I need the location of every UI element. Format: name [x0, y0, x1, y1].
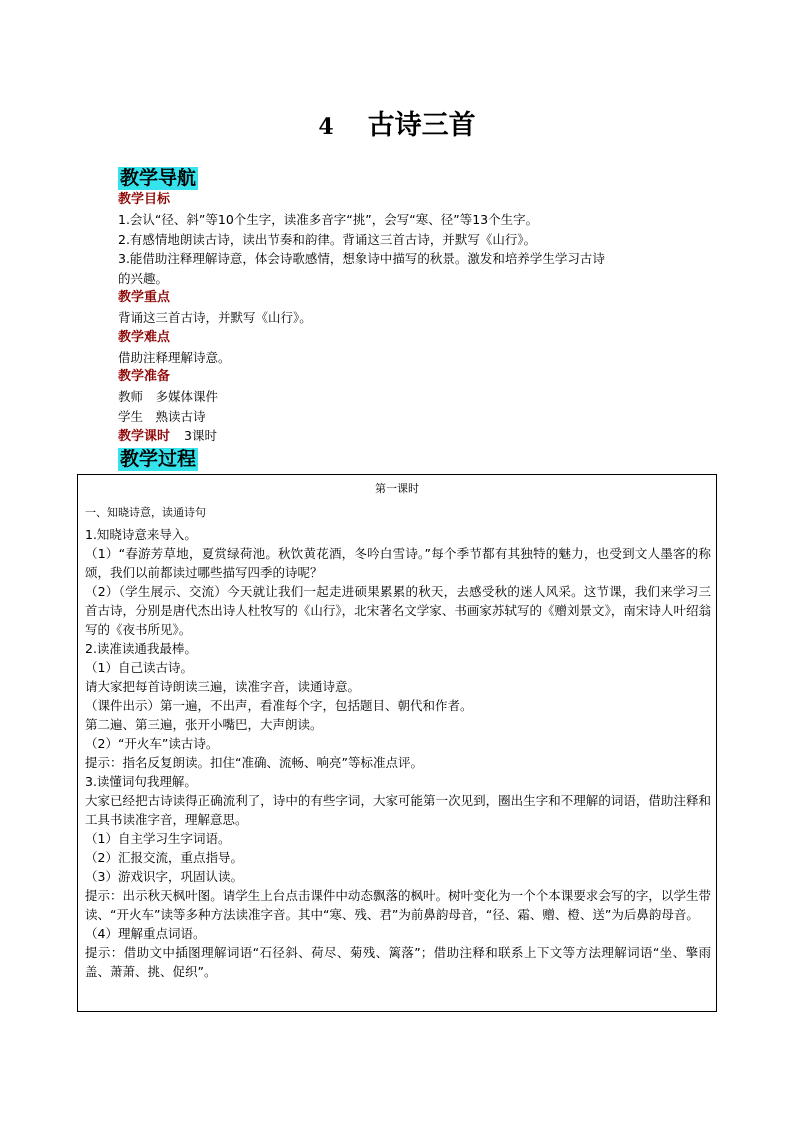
lesson-box-title: 第一课时: [375, 482, 419, 495]
paragraph: 第二遍、第三遍，张开小嘴巴，大声朗读。: [85, 717, 323, 732]
key-label: 教学重点: [118, 290, 171, 305]
paragraph: （1）自主学习生字词语。: [85, 831, 231, 846]
lesson-box-body: [78, 505, 716, 981]
prep-student: 学生 熟读古诗: [118, 408, 206, 424]
paragraph: （2）（学生展示、交流）今天就让我们一起走进硕果累累的秋天，去感受秋的迷人风采。这节课，我们来学习三首古诗，分别是唐代杰出诗人杜牧写的《山行》，北宋著名文学家、书画家苏轼写的《赠刘景文》，南宋诗人叶绍翁写的《夜书所见》。: [85, 584, 711, 637]
paragraph: （2）汇报交流，重点指导。: [85, 850, 243, 865]
objective-2: 2.有感情地朗读古诗，读出节奏和韵律。背诵这三首古诗，并默写《山行》。: [118, 231, 537, 247]
objective-3: 3.能借助注释理解诗意，体会诗歌感情，想象诗中描写的秋景。激发和培养学生学习古诗: [118, 251, 605, 266]
prep-label: 教学准备: [118, 369, 171, 384]
hours-value: 3课时: [184, 428, 217, 443]
paragraph: （1）自己读古诗。: [85, 660, 193, 675]
page-title: [0, 103, 794, 142]
lesson-number: 4: [318, 114, 334, 140]
paragraph: 3.读懂词句我理解。: [85, 774, 197, 789]
paragraph: （1）“春游芳草地，夏赏绿荷池。秋饮黄花酒，冬吟白雪诗。”每个季节都有其独特的魅力，也受到文人墨客的称颂，我们以前都读过哪些描写四季的诗呢？: [85, 546, 711, 580]
paragraph: 2.读准读通我最棒。: [85, 641, 197, 656]
difficulty-label: 教学难点: [118, 329, 171, 345]
process-heading: 教学过程: [120, 448, 197, 470]
objective-1: 1.会认“径、斜”等10个生字，读准多音字“挑”，会写“寒、径”等13个生字。: [118, 212, 539, 227]
prep-teacher: 教师 多媒体课件: [118, 389, 219, 404]
lesson-box: [77, 474, 717, 1012]
paragraph: （课件出示）第一遍，不出声，看准每个字，包括题目、朝代和作者。: [85, 698, 473, 713]
paragraph: 提示：出示秋天枫叶图。请学生上台点击课件中动态飘落的枫叶。树叶变化为一个个本课要求会写的字，以学生带读、“开火车”读等多种方法读准字音。其中“寒、残、君”为前鼻韵母音，“径、霜、赠、橙、送”为后鼻韵母音。: [85, 888, 711, 922]
hours-row: [118, 426, 678, 447]
paragraph: （4）理解重点词语。: [85, 926, 206, 941]
objectives-label: 教学目标: [118, 192, 171, 207]
paragraph: 1.知晓诗意来导入。: [85, 527, 197, 542]
difficulty-text: 借助注释理解诗意。: [118, 349, 231, 365]
hours-label: 教学课时: [118, 429, 171, 444]
process-heading-wrap: [118, 448, 198, 471]
section-title: 一、知晓诗意，读通诗句: [85, 506, 206, 519]
paragraph: 请大家把每首诗朗读三遍，读准字音，读通诗意。: [85, 679, 361, 694]
teaching-guide: [118, 167, 678, 447]
guide-heading: 教学导航: [120, 167, 197, 189]
paragraph: （3）游戏识字，巩固认读。: [85, 869, 243, 884]
paragraph: 大家已经把古诗读得正确流利了，诗中的有些字词，大家可能第一次见到，圈出生字和不理解的词语，借助注释和工具书读准字音，理解意思。: [85, 793, 711, 827]
key-text: 背诵这三首古诗，并默写《山行》。: [118, 310, 312, 325]
paragraph: 提示：借助文中插图理解词语“石径斜、荷尽、菊残、篱落”；借助注释和联系上下文等方法理解词语“坐、擎雨盖、萧萧、挑、促织”。: [85, 945, 711, 979]
lesson-title: 古诗三首: [367, 110, 476, 141]
paragraph: （2）“开火车”读古诗。: [85, 736, 219, 751]
paragraph: 提示：指名反复朗读。扣住“准确、流畅、响亮”等标准点评。: [85, 755, 423, 770]
objective-3-cont: 的兴趣。: [118, 270, 169, 286]
